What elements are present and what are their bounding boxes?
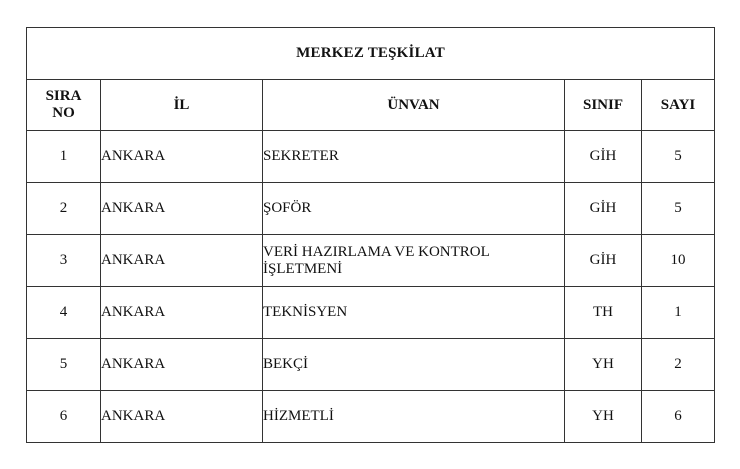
cell-sayi: 5 [642,131,715,183]
cell-unvan: BEKÇİ [263,339,565,391]
cell-sinif: YH [565,391,642,443]
table-row [27,183,715,235]
cell-sira: 3 [27,235,101,287]
cell-il: ANKARA [101,183,263,235]
cell-sayi: 2 [642,339,715,391]
cell-sayi: 1 [642,287,715,339]
header-il: İL [101,80,263,131]
cell-sira: 1 [27,131,101,183]
cell-sinif: GİH [565,183,642,235]
header-unvan: ÜNVAN [263,80,565,131]
personnel-table [26,27,715,443]
cell-sinif: YH [565,339,642,391]
cell-unvan: VERİ HAZIRLAMA VE KONTROL İŞLETMENİ [263,235,565,287]
header-sira-no: SIRA NO [27,80,101,131]
cell-il: ANKARA [101,235,263,287]
table-row [27,287,715,339]
cell-unvan: ŞOFÖR [263,183,565,235]
table-row [27,339,715,391]
cell-il: ANKARA [101,391,263,443]
table-title: MERKEZ TEŞKİLAT [27,28,715,80]
header-row [27,80,715,131]
cell-il: ANKARA [101,339,263,391]
cell-sira: 4 [27,287,101,339]
cell-unvan: TEKNİSYEN [263,287,565,339]
title-row [27,28,715,80]
cell-sayi: 5 [642,183,715,235]
cell-sira: 5 [27,339,101,391]
cell-sinif: GİH [565,235,642,287]
cell-il: ANKARA [101,287,263,339]
cell-sayi: 10 [642,235,715,287]
header-sayi: SAYI [642,80,715,131]
cell-sira: 2 [27,183,101,235]
table-row [27,131,715,183]
header-sinif: SINIF [565,80,642,131]
cell-sira: 6 [27,391,101,443]
table-row [27,235,715,287]
cell-sayi: 6 [642,391,715,443]
cell-unvan: HİZMETLİ [263,391,565,443]
cell-sinif: GİH [565,131,642,183]
cell-il: ANKARA [101,131,263,183]
table-row [27,391,715,443]
cell-unvan: SEKRETER [263,131,565,183]
cell-sinif: TH [565,287,642,339]
